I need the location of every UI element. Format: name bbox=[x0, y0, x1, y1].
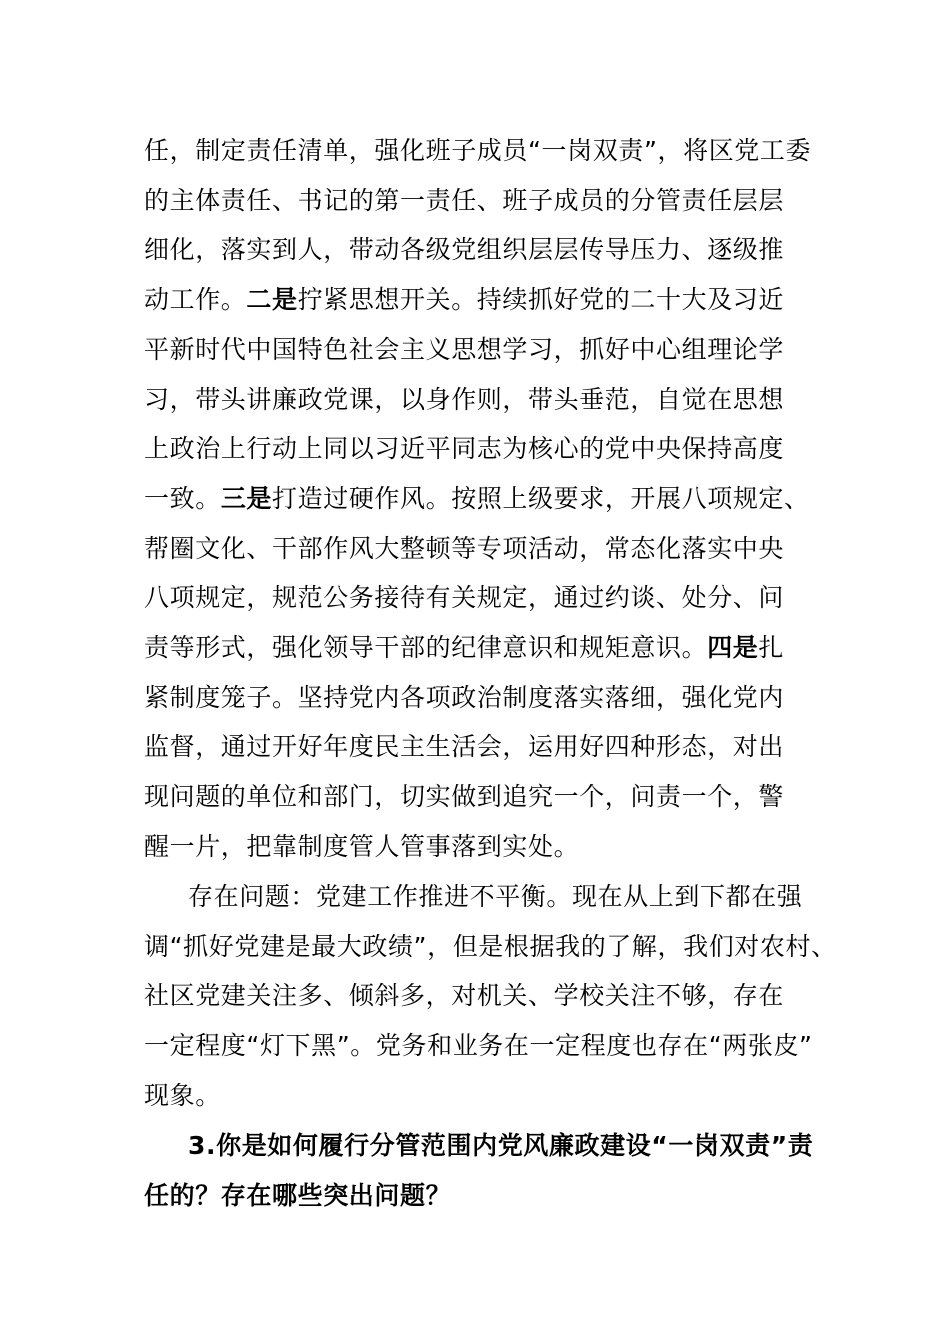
text-line bbox=[188, 882, 802, 912]
text-line bbox=[144, 683, 784, 713]
text-run: 监督，通过开好年度民主生活会，运用好四种形态，对出 bbox=[144, 732, 785, 762]
text-line bbox=[144, 335, 784, 365]
text-run: 任，制定责任清单，强化班子成员“一岗双责”，将区党工委 bbox=[144, 136, 812, 165]
text-run: 动工作。 bbox=[144, 285, 247, 315]
text-line bbox=[144, 534, 784, 564]
text-run: 现问题的单位和部门，切实做到追究一个，问责一个，警 bbox=[144, 782, 785, 812]
bold-run: 二是 bbox=[246, 285, 298, 315]
text-line bbox=[144, 1081, 221, 1111]
text-line bbox=[144, 1031, 813, 1061]
text-line bbox=[144, 633, 784, 663]
text-run: 存在问题：党建工作推进不平衡。现在从上到下都在强 bbox=[188, 882, 803, 911]
text-run: 调“抓好党建是最大政绩”，但是根据我的了解，我们对农村、 bbox=[144, 931, 837, 961]
text-run: 一定程度“灯下黑”。党务和业务在一定程度也存在“两张皮” bbox=[144, 1031, 813, 1061]
text-line bbox=[144, 782, 784, 812]
text-line bbox=[144, 186, 784, 216]
text-run: 现象。 bbox=[144, 1080, 221, 1110]
bold-run: 三是 bbox=[220, 483, 273, 513]
text-run: 的主体责任、书记的第一责任、班子成员的分管责任层层 bbox=[144, 185, 785, 215]
text-run: 一致。 bbox=[144, 483, 221, 513]
text-run: 扎 bbox=[758, 633, 785, 662]
text-run: 习，带头讲廉政党课，以身作则，带头垂范，自觉在思想 bbox=[144, 384, 785, 414]
text-line bbox=[144, 434, 784, 464]
heading-line: 任的？存在哪些突出问题？ bbox=[144, 1180, 452, 1210]
text-run: 拧紧思想开关。持续抓好党的二十大及习近 bbox=[297, 285, 785, 315]
text-line bbox=[144, 385, 784, 415]
text-line bbox=[144, 932, 837, 962]
text-line bbox=[144, 583, 784, 613]
text-line bbox=[144, 136, 811, 166]
text-run: 社区党建关注多、倾斜多，对机关、学校关注不够，存在 bbox=[144, 981, 785, 1011]
text-line bbox=[144, 732, 784, 762]
text-run: 细化，落实到人，带动各级党组织层层传导压力、逐级推 bbox=[144, 235, 785, 265]
heading-line: 3.你是如何履行分管范围内党风廉政建设“一岗双责”责 bbox=[188, 1131, 814, 1160]
text-line bbox=[144, 285, 784, 315]
text-run: 八项规定，规范公务接待有关规定，通过约谈、处分、问 bbox=[144, 583, 785, 613]
text-line bbox=[144, 235, 784, 265]
text-run: 责等形式，强化领导干部的纪律意识和规矩意识。 bbox=[144, 633, 708, 662]
text-run: 平新时代中国特色社会主义思想学习，抓好中心组理论学 bbox=[144, 334, 785, 364]
text-line bbox=[144, 832, 579, 862]
text-run: 醒一片，把靠制度管人管事落到实处。 bbox=[144, 831, 580, 861]
text-run: 帮圈文化、干部作风大整顿等专项活动，常态化落实中央 bbox=[144, 533, 785, 563]
text-run: 上政治上行动上同以习近平同志为核心的党中央保持高度 bbox=[144, 434, 785, 464]
text-line bbox=[144, 484, 810, 514]
text-run: 紧制度笼子。坚持党内各项政治制度落实落细，强化党内 bbox=[144, 682, 785, 712]
text-line bbox=[144, 981, 784, 1011]
text-run: 打造过硬作风。按照上级要求，开展八项规定、 bbox=[272, 483, 810, 513]
bold-run: 四是 bbox=[707, 633, 759, 662]
